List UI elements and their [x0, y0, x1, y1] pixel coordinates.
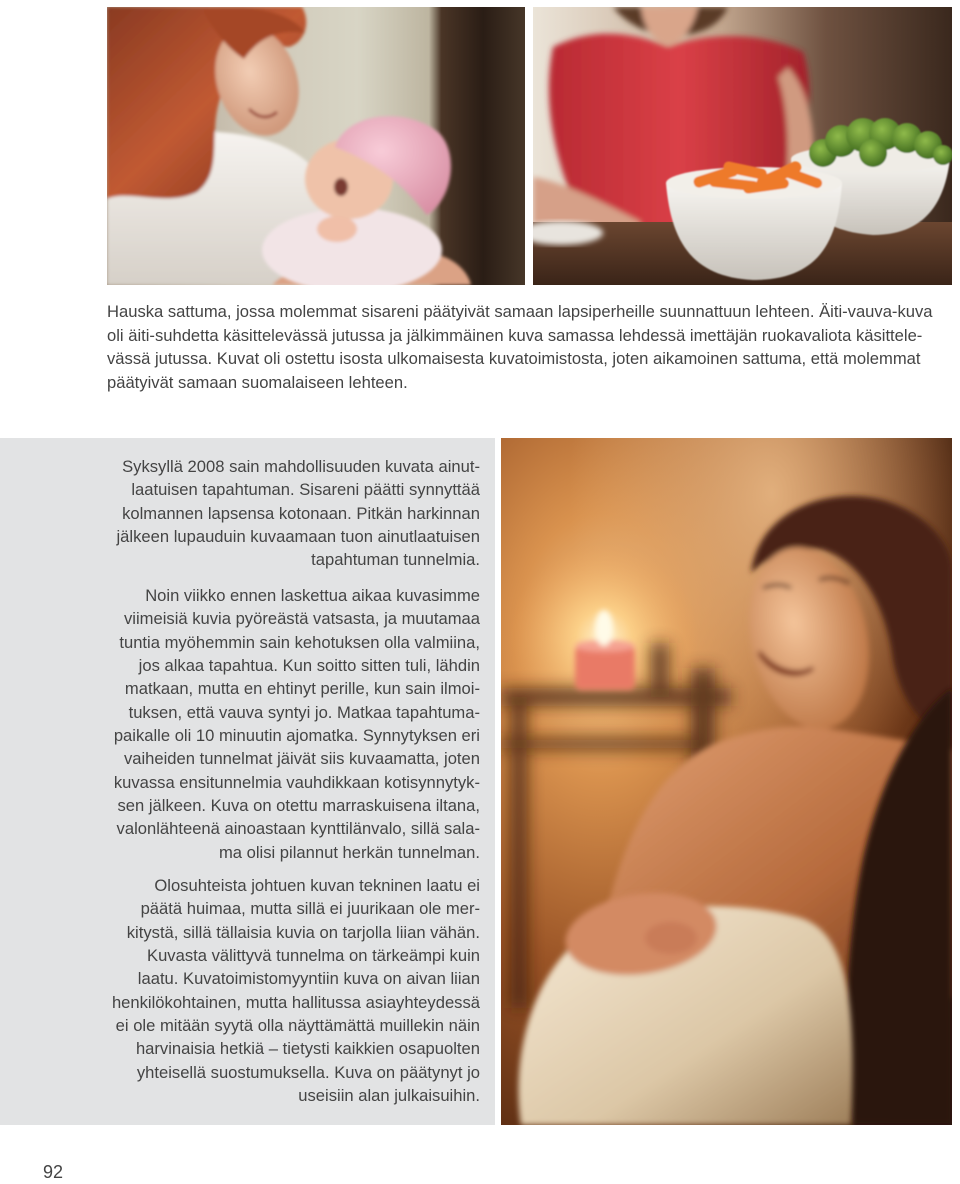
photo-candlelight-mother-newborn-image — [501, 438, 952, 1125]
caption-line: vässä jutussa. Kuvat oli ostettu isosta ulkomaisesta kuvatoimistosta, joten aikamoinen sattuma, että molemmat — [107, 349, 921, 369]
photo-mother-and-baby-image — [107, 7, 525, 285]
paragraph-line: harvinaisia hetkiä – tietysti kaikkien osapuolten — [135, 1039, 480, 1059]
paragraph-line: paikalle oli 10 minuutin ajomatka. Synnytyksen eri — [113, 726, 480, 746]
paragraph-line: viimeisiä kuvia pyöreästä vatsasta, ja muutamaa — [123, 609, 480, 629]
paragraph-line: laatu. Kuvatoimistomyyntiin kuva on aivan liian — [137, 969, 480, 989]
paragraph-line: matkaan, mutta en ehtinyt perille, kun sain ilmoi- — [124, 679, 480, 699]
paragraph-line: useisiin alan julkaisuihin. — [298, 1086, 480, 1106]
photo-caption — [107, 300, 952, 394]
story-text-panel — [0, 438, 495, 1125]
paragraph-line: päätä huimaa, mutta sillä ei juurikaan ole mer- — [140, 899, 480, 919]
story-paragraph-2 — [90, 584, 480, 864]
paragraph-line: kuvassa ensitunnelmia vauhdikkaan kotisynnytyk- — [113, 772, 480, 792]
paragraph-line: Noin viikko ennen laskettua aikaa kuvasimme — [145, 586, 480, 605]
paragraph-line: Kuvasta välittyvä tunnelma on tärkeämpi kuin — [147, 946, 480, 966]
paragraph-line: jälkeen lupauduin kuvaamaan tuon ainutlaatuisen — [116, 527, 480, 547]
photo-vegetable-bowls-image — [533, 7, 952, 285]
paragraph-line: Olosuhteista johtuen kuvan tekninen laatu ei — [154, 876, 480, 895]
photo-candlelight-mother-newborn — [501, 438, 952, 1125]
paragraph-line: laatuisen tapahtuman. Sisareni päätti synnyttää — [131, 480, 480, 500]
caption-line: päätyivät samaan suomalaiseen lehteen. — [107, 372, 408, 392]
paragraph-line: valonlähteenä ainoastaan kynttilänvalo, sillä sala- — [116, 819, 480, 839]
paragraph-line: henkilökohtainen, mutta hallitussa asiayhteydessä — [111, 992, 480, 1012]
photo-mother-and-baby — [107, 7, 525, 285]
paragraph-line: Syksyllä 2008 sain mahdollisuuden kuvata ainut- — [122, 457, 480, 476]
story-paragraph-1 — [90, 455, 480, 572]
caption-line: oli äiti-suhdetta käsittelevässä jutussa ja jälkimmäinen kuva samassa lehdessä imettäjän ruokavaliota käsittele- — [107, 325, 923, 345]
page-number: 92 — [43, 1162, 64, 1182]
paragraph-line: sen jälkeen. Kuva on otettu marraskuisena iltana, — [117, 796, 480, 816]
story-paragraph-3 — [90, 874, 480, 1107]
paragraph-line: tuntia myöhemmin sain kehotuksen olla valmiina, — [119, 632, 480, 652]
photo-vegetable-bowls — [533, 7, 952, 285]
paragraph-line: tapahtuman tunnelmia. — [311, 550, 480, 570]
paragraph-line: jos alkaa tapahtua. Kun soitto sitten tuli, lähdin — [138, 656, 480, 676]
paragraph-line: vaiheiden tunnelmat jäivät siis kuvaamatta, joten — [123, 749, 480, 769]
caption-line: Hauska sattuma, jossa molemmat sisareni päätyivät samaan lapsiperheille suunnattuun lehteen. Äiti-vauva-kuva — [107, 302, 933, 321]
paragraph-line: yhteisellä suostumuksella. Kuva on päätynyt jo — [136, 1062, 480, 1082]
paragraph-line: ma olisi pilannut herkän tunnelman. — [218, 842, 480, 862]
paragraph-line: kolmannen lapsensa kotonaan. Pitkän harkinnan — [122, 503, 480, 523]
paragraph-line: tuksen, että vauva syntyi jo. Matkaa tapahtuma- — [128, 702, 480, 722]
paragraph-line: ei ole mitään syytä olla näyttämättä muillekin näin — [115, 1016, 480, 1036]
paragraph-line: kitystä, sillä tällaisia kuvia on tarjolla liian vähän. — [126, 922, 480, 942]
